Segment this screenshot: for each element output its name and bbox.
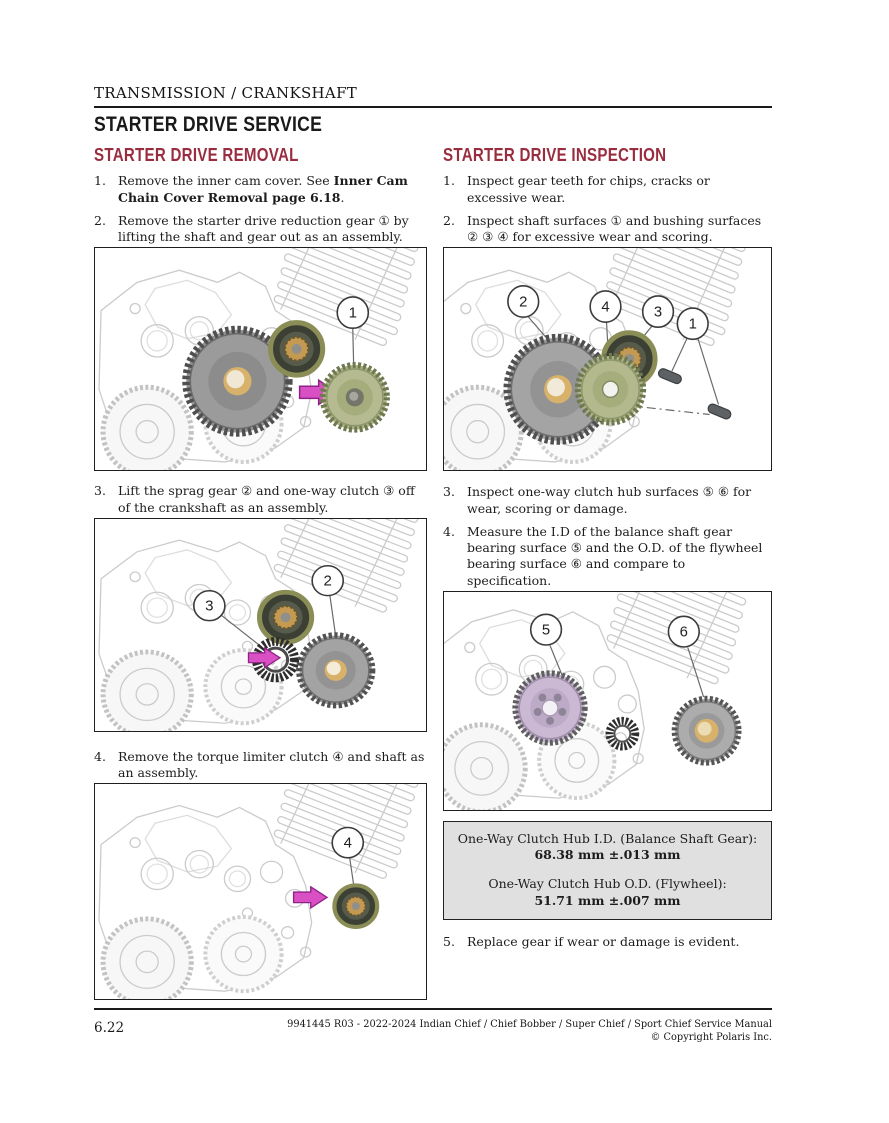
reduction-gear xyxy=(323,365,387,430)
callout-1 xyxy=(677,308,708,339)
svg-text:1: 1 xyxy=(348,304,357,323)
page-title: STARTER DRIVE SERVICE xyxy=(94,113,323,136)
step-number: 4. xyxy=(443,523,455,539)
step-number: 2. xyxy=(443,212,455,228)
spec-box xyxy=(443,821,772,920)
callout-4 xyxy=(590,291,621,322)
figure-inspection-shaft-surfaces xyxy=(443,247,772,471)
starter-clutch xyxy=(271,323,323,375)
step-removal-1 xyxy=(94,173,427,206)
cross-reference-link[interactable]: Inner Cam Chain Cover Removal page 6.18 xyxy=(118,173,408,205)
engine-case-lineart xyxy=(99,784,426,999)
callout-2 xyxy=(508,286,539,317)
callout-1 xyxy=(337,297,368,328)
callout-3 xyxy=(643,296,674,327)
chapter-header: TRANSMISSION / CRANKSHAFT xyxy=(94,84,358,102)
step-text: Replace gear if wear or damage is evident. xyxy=(467,933,740,949)
removal-heading: STARTER DRIVE REMOVAL xyxy=(94,145,299,165)
bushing-gear xyxy=(578,356,643,423)
inspection-heading: STARTER DRIVE INSPECTION xyxy=(443,145,667,165)
removal-torque-limiter-diagram xyxy=(95,784,426,999)
step-number: 3. xyxy=(443,484,455,500)
sprag-gear xyxy=(300,635,372,704)
callout-3 xyxy=(194,591,225,621)
spec-gap xyxy=(452,863,763,876)
step-text: Measure the I.D of the balance shaft gear bearing surface ⑤ and the O.D. of the flywheel bearing surface ⑥ and compare to specification. xyxy=(467,523,763,588)
svg-text:5: 5 xyxy=(541,622,551,639)
step-text-pre: Remove the inner cam cover. See xyxy=(118,173,334,189)
spec-label-clutch-hub-od: One-Way Clutch Hub O.D. (Flywheel): xyxy=(488,876,727,892)
flywheel-gear xyxy=(675,699,738,762)
step-number: 1. xyxy=(443,173,455,189)
inspection-shaft-surfaces-diagram xyxy=(444,248,771,470)
step-inspection-3 xyxy=(443,484,772,517)
page-number: 6.22 xyxy=(94,1020,125,1036)
svg-text:3: 3 xyxy=(653,303,663,322)
step-number: 4. xyxy=(94,748,106,764)
svg-text:4: 4 xyxy=(601,298,610,316)
step-text xyxy=(118,173,427,206)
step-removal-2 xyxy=(94,213,427,246)
spec-value-clutch-hub-od: 51.71 mm ±.007 mm xyxy=(534,892,681,908)
footer-rule xyxy=(94,1008,772,1010)
step-removal-4 xyxy=(94,749,427,782)
step-text: Inspect gear teeth for chips, cracks or excessive wear. xyxy=(467,173,710,205)
callout-2 xyxy=(312,566,343,596)
step-number: 2. xyxy=(94,212,106,228)
step-inspection-5 xyxy=(443,934,772,950)
figure-removal-torque-limiter xyxy=(94,783,427,1000)
starter-clutch xyxy=(259,592,311,642)
step-number: 3. xyxy=(94,483,106,499)
step-inspection-1 xyxy=(443,173,772,206)
callout-4 xyxy=(332,828,363,858)
step-removal-3 xyxy=(94,483,427,516)
step-number: 1. xyxy=(94,173,106,189)
step-text-post: . xyxy=(340,189,345,205)
torque-limiter-clutch xyxy=(334,886,377,928)
spec-label-clutch-hub-id: One-Way Clutch Hub I.D. (Balance Shaft Gear): xyxy=(457,830,758,846)
footer-info xyxy=(287,1018,772,1044)
figure-removal-reduction-gear xyxy=(94,247,427,471)
removal-reduction-gear-diagram xyxy=(95,248,426,470)
step-inspection-4 xyxy=(443,524,772,589)
callout-6 xyxy=(668,616,699,647)
manual-title-line: 9941445 R03 - 2022-2024 Indian Chief / Chief Bobber / Super Chief / Sport Chief Service Manual xyxy=(287,1019,772,1030)
removal-sprag-gear-diagram xyxy=(95,519,426,731)
inspection-section xyxy=(443,144,772,957)
step-number: 5. xyxy=(443,933,455,949)
balance-shaft-gear xyxy=(515,673,584,742)
svg-text:1: 1 xyxy=(688,316,697,334)
callout-leader xyxy=(350,859,354,886)
svg-text:4: 4 xyxy=(343,836,352,852)
step-text: Inspect one-way clutch hub surfaces ⑤ ⑥ for wear, scoring or damage. xyxy=(467,484,752,516)
figure-inspection-hub-surfaces xyxy=(443,591,772,811)
shaft-pins xyxy=(657,368,732,421)
svg-text:2: 2 xyxy=(519,293,528,311)
figure-removal-sprag-gear xyxy=(94,518,427,732)
svg-text:6: 6 xyxy=(679,624,688,641)
copyright-line: © Copyright Polaris Inc. xyxy=(650,1032,772,1044)
header-rule xyxy=(94,106,772,108)
step-text: Inspect shaft surfaces ① and bushing surfaces ② ③ ④ for excessive wear and scoring. xyxy=(467,212,762,245)
step-text: Remove the torque limiter clutch ④ and shaft as an assembly. xyxy=(118,748,425,781)
spec-value-clutch-hub-id: 68.38 mm ±.013 mm xyxy=(534,847,681,863)
step-text: Remove the starter drive reduction gear ① by lifting the shaft and gear out as an assembly. xyxy=(118,212,409,245)
svg-text:3: 3 xyxy=(205,598,214,615)
callout-5 xyxy=(531,614,562,645)
step-text: Lift the sprag gear ② and one-way clutch ③ off of the crankshaft as an assembly. xyxy=(118,483,415,515)
inspection-hub-surfaces-diagram xyxy=(444,592,771,810)
step-inspection-2 xyxy=(443,213,772,246)
removal-section xyxy=(94,144,427,1000)
svg-text:2: 2 xyxy=(323,573,332,590)
